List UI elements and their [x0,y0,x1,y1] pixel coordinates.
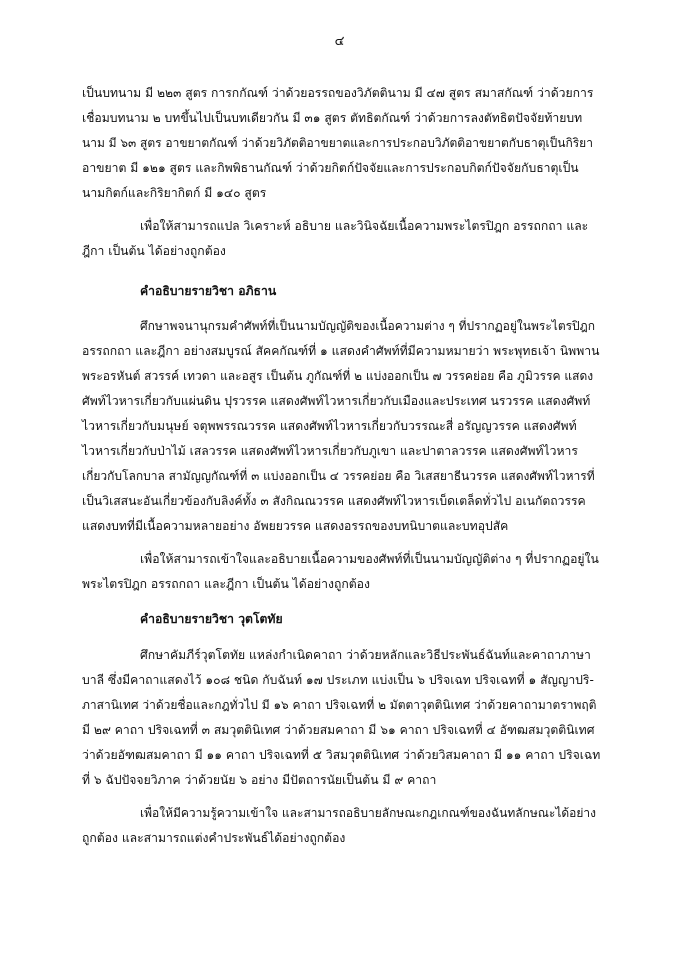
abhidhana-line-6: ไวหารเกี่ยวกับป่าไม้ เสลวรรค แสดงศัพท์ไวหารเกี่ยวกับภูเขา และปาตาลวรรค แสดงศัพท์ไวหาร [82,444,578,458]
paragraph-1-line-5: นามกิตก์และกิริยากิตก์ มี ๑๔๐ สูตร [82,186,267,200]
abhidhana-line-4: ศัพท์ไวหารเกี่ยวกับแผ่นดิน ปุรวรรค แสดงศัพท์ไวหารเกี่ยวกับเมืองและประเทศ นรวรรค แสดงศัพท์ [82,394,591,408]
vuttodaya-line-1: ศึกษาคัมภีร์วุตโตทัย แหล่งกำเนิดคาถา ว่าด้วยหลักและวิธีประพันธ์ฉันท์และคาถาภาษา [140,648,591,662]
section-heading-abhidhana: คำอธิบายรายวิชา อภิธาน [140,284,277,298]
paragraph-1-line-4: อาขยาต มี ๑๒๑ สูตร และกิพพิธานกัณฑ์ ว่าด้วยกิตก์ปัจจัยและการประกอบกิตก์ปัจจัยกับธาตุเป็น [82,161,579,175]
abhidhana-line-1: ศึกษาพจนานุกรมคำศัพท์ที่เป็นนามบัญญัติของเนื้อความต่าง ๆ ที่ปรากฏอยู่ในพระไตรปิฎก [140,319,595,333]
objective-1-line-1: เพื่อให้สามารถแปล วิเคราะห์ อธิบาย และวินิจฉัยเนื้อความพระไตรปิฎก อรรถกถา และ [140,219,589,233]
vuttodaya-line-5: ว่าด้วยอัฑฒสมคาถา มี ๑๑ คาถา ปริจเฉทที่ ๕ วิสมวุตตินิเทศ ว่าด้วยวิสมคาถา มี ๑๑ คาถา ปริจเฉท [82,748,601,762]
abhidhana-line-7: เกี่ยวกับโลกบาล สามัญญกัณฑ์ที่ ๓ แบ่งออกเป็น ๔ วรรคย่อย คือ วิเสสยาธีนวรรค แสดงศัพท์ไวหารที่ [82,469,595,483]
paragraph-1-line-3: นาม มี ๖๓ สูตร อาขยาตกัณฑ์ ว่าด้วยวิภัตติอาขยาตและการประกอบวิภัตติอาขยาตกับธาตุเป็นกิริยา [82,136,593,150]
vuttodaya-line-2: บาลี ซึ่งมีคาถาแสดงไว้ ๑๐๘ ชนิด กับฉันท์ ๑๗ ประเภท แบ่งเป็น ๖ ปริจเฉท ปริจเฉทที่ ๑ สัญญาปริ- [82,673,594,687]
paragraph-1-line-2: เชื่อมบทนาม ๒ บทขึ้นไปเป็นบทเดียวกัน มี ๓๑ สูตร ตัทธิตกัณฑ์ ว่าด้วยการลงตัทธิตปัจจัยท้ายบท [82,111,583,125]
abhidhana-line-9: แสดงบทที่มีเนื้อความหลายอย่าง อัพยยวรรค แสดงอรรถของบทนิบาตและบทอุปสัค [82,519,509,533]
abhidhana-line-8: เป็นวิเสสนะอันเกี่ยวข้องกับลิงค์ทั้ง ๓ สังกิณณวรรค แสดงศัพท์ไวหารเบ็ดเตล็ดทั่วไป อเนกัตถวรรค [82,494,586,508]
abhidhana-line-2: อรรถกถา และฎีกา อย่างสมบูรณ์ สัคคกัณฑ์ที่ ๑ แสดงคำศัพท์ที่มีความหมายว่า พระพุทธเจ้า นิพพาน [82,344,600,358]
vuttodaya-line-3: ภาสานิเทศ ว่าด้วยชื่อและกฎทั่วไป มี ๑๖ คาถา ปริจเฉทที่ ๒ มัตตาวุตตินิเทศ ว่าด้วยคาถามาตราพฤติ [82,698,597,712]
vuttodaya-line-6: ที่ ๖ ฉัปปัจจยวิภาค ว่าด้วยนัย ๖ อย่าง มีปัตถารนัยเป็นต้น มี ๙ คาถา [82,773,437,787]
objective-3-line-1: เพื่อให้มีความรู้ความเข้าใจ และสามารถอธิบายลักษณะกฎเกณฑ์ของฉันทลักษณะได้อย่าง [140,806,597,820]
objective-2-line-2: พระไตรปิฎก อรรถกถา และฎีกา เป็นต้น ได้อย่างถูกต้อง [82,577,370,591]
objective-2-line-1: เพื่อให้สามารถเข้าใจและอธิบายเนื้อความของศัพท์ที่เป็นนามบัญญัติต่าง ๆ ที่ปรากฏอยู่ใน [140,552,599,566]
page-number: ๔ [334,34,345,49]
objective-3-line-2: ถูกต้อง และสามารถแต่งคำประพันธ์ได้อย่างถูกต้อง [82,831,346,845]
abhidhana-line-3: พระอรหันต์ สวรรค์ เทวดา และอสูร เป็นต้น ภูกัณฑ์ที่ ๒ แบ่งออกเป็น ๗ วรรคย่อย คือ ภูมิวรรค แสดง [82,369,594,383]
section-heading-vuttodaya: คำอธิบายรายวิชา วุตโตทัย [140,612,283,626]
paragraph-1-line-1: เป็นบทนาม มี ๒๒๓ สูตร การกกัณฑ์ ว่าด้วยอรรถของวิภัตตินาม มี ๔๗ สูตร สมาสกัณฑ์ ว่าด้วยการ [82,86,594,100]
abhidhana-line-5: ไวหารเกี่ยวกับมนุษย์ จตุพพรรณวรรค แสดงศัพท์ไวหารเกี่ยวกับวรรณะสี่ อรัญญวรรค แสดงศัพท์ [82,419,577,433]
objective-1-line-2: ฎีกา เป็นต้น ได้อย่างถูกต้อง [82,244,226,258]
vuttodaya-line-4: มี ๒๙ คาถา ปริจเฉทที่ ๓ สมวุตตินิเทศ ว่าด้วยสมคาถา มี ๖๑ คาถา ปริจเฉทที่ ๔ อัฑฒสมวุตตินิเทศ [82,723,595,737]
